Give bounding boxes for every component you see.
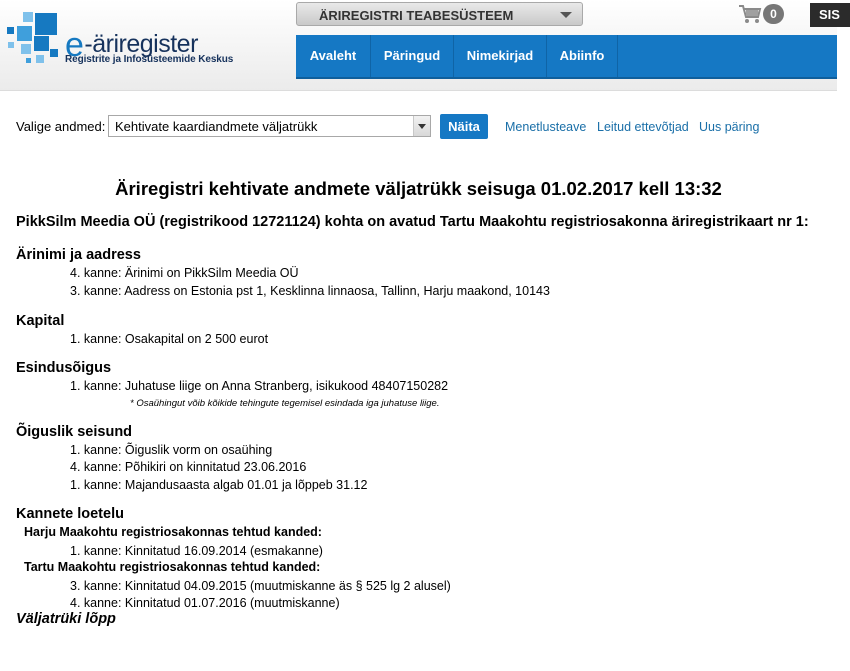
entry-line: 1. kanne: Kinnitatud 16.09.2014 (esmakanne) xyxy=(70,544,323,558)
logo-mark-icon xyxy=(4,9,60,67)
section-heading-name-address: Ärinimi ja aadress xyxy=(16,247,141,263)
data-select-value: Kehtivate kaardiandmete väljatrükk xyxy=(115,119,318,134)
cart-count-badge: 0 xyxy=(763,4,784,24)
section-heading-capital: Kapital xyxy=(16,313,65,329)
chevron-down-icon[interactable] xyxy=(413,116,430,136)
link-menetlusteave[interactable]: Menetlusteave xyxy=(505,120,587,134)
subheading-harju: Harju Maakohtu registriosakonnas tehtud kanded: xyxy=(24,525,322,539)
logo-e: e xyxy=(65,26,84,64)
entry-line: 3. kanne: Aadress on Estonia pst 1, Kesklinna linnaosa, Tallinn, Harju maakond, 10143 xyxy=(70,284,550,298)
section-heading-representation: Esindusõigus xyxy=(16,360,112,376)
system-select[interactable] xyxy=(296,2,583,26)
data-select[interactable] xyxy=(108,115,431,137)
entry-line: 4. kanne: Kinnitatud 01.07.2016 (muutmiskanne) xyxy=(70,596,340,610)
link-leitud-ettevotjad[interactable]: Leitud ettevõtjad xyxy=(597,120,689,134)
show-button[interactable]: Näita xyxy=(440,114,488,139)
chevron-down-icon xyxy=(560,12,572,18)
entry-line: 3. kanne: Kinnitatud 04.09.2015 (muutmiskanne äs § 525 lg 2 alusel) xyxy=(70,579,451,593)
system-select-label: ÄRIREGISTRI TEABESÜSTEEM xyxy=(319,8,514,23)
representation-note: * Osaühingut võib kõikide tehingute tegemisel esindada iga juhatuse liige. xyxy=(130,398,440,409)
cart-icon[interactable] xyxy=(738,3,762,25)
entry-line: 1. kanne: Õiguslik vorm on osaühing xyxy=(70,443,273,457)
nav-item-abiinfo[interactable]: Abiinfo xyxy=(547,35,618,77)
logo-subtitle: Registrite ja Infosüsteemide Keskus xyxy=(65,54,234,65)
link-uus-paring[interactable]: Uus päring xyxy=(699,120,760,134)
entry-line: 4. kanne: Ärinimi on PikkSilm Meedia OÜ xyxy=(70,266,299,280)
nav-item-nimekirjad[interactable]: Nimekirjad xyxy=(454,35,547,77)
entry-line: 1. kanne: Majandusaasta algab 01.01 ja lõppeb 31.12 xyxy=(70,478,368,492)
subheading-tartu: Tartu Maakohtu registriosakonnas tehtud kanded: xyxy=(24,560,321,574)
report-end-label: Väljatrüki lõpp xyxy=(16,611,116,627)
logo-name: -äriregister xyxy=(84,30,198,58)
report-title: Äriregistri kehtivate andmete väljatrükk seisuga 01.02.2017 kell 13:32 xyxy=(115,178,722,199)
company-line: PikkSilm Meedia OÜ (registrikood 12721124) kohta on avatud Tartu Maakohtu registriosakonna äriregistrikaart nr 1: xyxy=(16,214,809,230)
section-heading-entries-list: Kannete loetelu xyxy=(16,506,124,522)
entry-line: 4. kanne: Põhikiri on kinnitatud 23.06.2016 xyxy=(70,460,307,474)
data-select-label: Valige andmed: xyxy=(16,119,106,134)
entry-line: 1. kanne: Juhatuse liige on Anna Stranberg, isikukood 48407150282 xyxy=(70,379,449,393)
login-button[interactable]: SIS xyxy=(810,3,850,27)
header-bar xyxy=(0,0,840,91)
section-heading-legal-status: Õiguslik seisund xyxy=(16,424,133,440)
nav-item-paringud[interactable]: Päringud xyxy=(371,35,454,77)
nav-item-avaleht[interactable]: Avaleht xyxy=(296,35,371,77)
entry-line: 1. kanne: Osakapital on 2 500 eurot xyxy=(70,332,269,346)
main-nav xyxy=(296,35,837,79)
